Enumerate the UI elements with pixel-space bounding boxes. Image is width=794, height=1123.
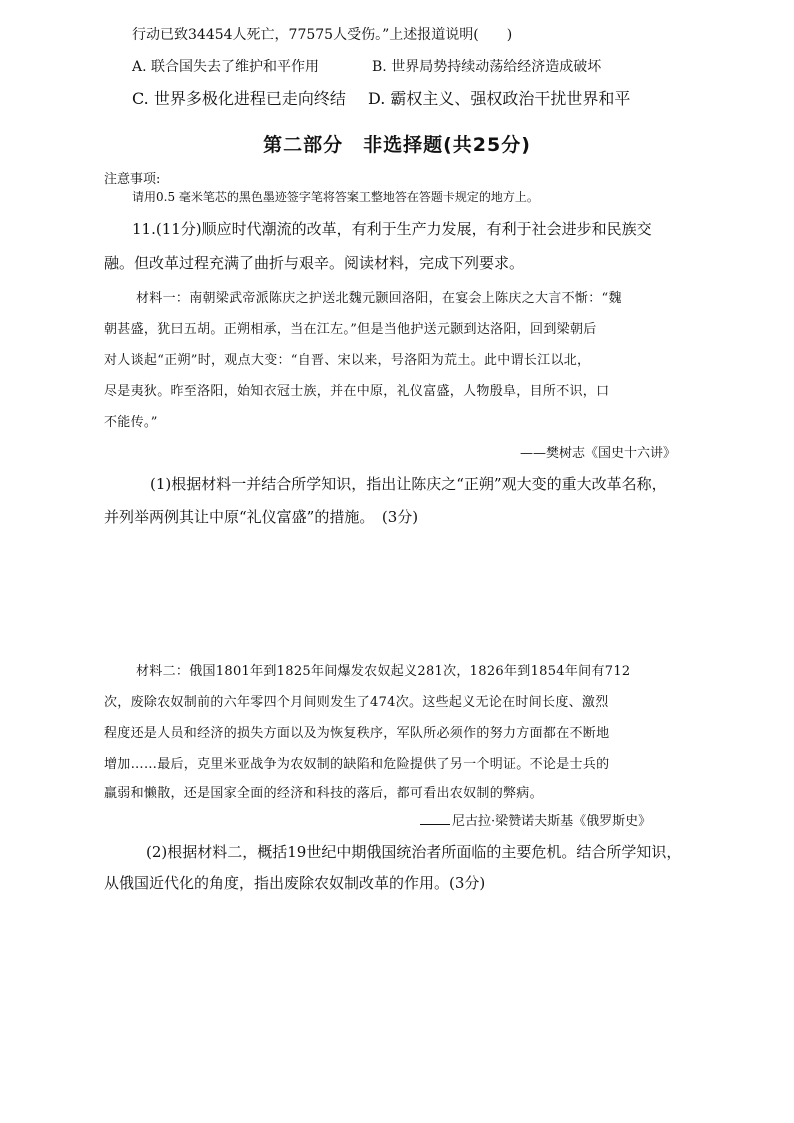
subquestion-1-line1: (1)根据材料一并结合所学知识，指出让陈庆之“正朔”观大变的重大改革名称， <box>150 475 667 493</box>
subquestion-1-line2: 并列举两例其让中原“礼仪富盛”的措施。 (3分) <box>104 508 419 526</box>
material1-line2: 朝甚盛，犹曰五胡。正朔相承，当在江左。”但是当他护送元颢到达洛阳，回到梁朝后 <box>104 322 597 337</box>
option-c: C. 世界多极化进程已走向终结 <box>132 89 346 108</box>
material1-line3: 对人谈起“正朔”时，观点大变：“自晋、宋以来，号洛阳为荒土。此中谓长江以北， <box>104 353 591 368</box>
material1-source: ——樊树志《国史十六讲》 <box>520 446 677 461</box>
question-stem-end: 行动已致34454人死亡，77575人受伤。”上述报道说明( ) <box>132 27 513 43</box>
option-a: A. 联合国失去了维护和平作用 <box>132 59 320 75</box>
material2-line4: 增加……最后，克里米亚战争为农奴制的缺陷和危险提供了另一个明证。不论是士兵的 <box>104 757 610 772</box>
material2-line5: 羸弱和懒散，还是国家全面的经济和科技的落后，都可看出农奴制的弊病。 <box>104 786 543 801</box>
q11-intro-line2: 融。但改革过程充满了曲折与艰辛。阅读材料，完成下列要求。 <box>104 254 525 272</box>
material2-source-row <box>420 810 651 829</box>
material2-line1: 材料二：俄国1801年到1825年间爆发农奴起义281次，1826年到1854年间有712 <box>136 664 631 679</box>
subquestion-2-line2: 从俄国近代化的角度，指出废除农奴制改革的作用。(3分) <box>104 874 486 892</box>
source-underline <box>420 812 450 825</box>
section-title: 第二部分 非选择题(共25分) <box>263 134 531 156</box>
material2-line2: 次，废除农奴制前的六年零四个月间则发生了474次。这些起义无论在时间长度、激烈 <box>104 695 609 710</box>
notice-label: 注意事项: <box>104 172 161 187</box>
notice-text: 请用0.5 毫米笔芯的黑色墨迹签字笔将答案工整地答在答题卡规定的地方上。 <box>132 190 539 204</box>
material1-line4: 尽是夷狄。昨至洛阳，始知衣冠士族，并在中原，礼仪富盛，人物殷阜，目所不识，口 <box>104 384 610 399</box>
material1-line5: 不能传。” <box>104 415 158 430</box>
option-b: B. 世界局势持续动荡给经济造成破坏 <box>372 59 602 75</box>
option-d: D. 霸权主义、强权政治干扰世界和平 <box>368 89 631 108</box>
subquestion-2-line1: (2)根据材料二，概括19世纪中期俄国统治者所面临的主要危机。结合所学知识， <box>146 843 682 861</box>
material2-source: 尼古拉·梁赞诺夫斯基《俄罗斯史》 <box>452 814 652 829</box>
material1-line1: 材料一：南朝梁武帝派陈庆之护送北魏元颢回洛阳，在宴会上陈庆之大言不惭：“魏 <box>136 291 622 306</box>
material2-line3: 程度还是人员和经济的损失方面以及为恢复秩序，军队所必须作的努力方面都在不断地 <box>104 726 610 741</box>
q11-intro-line1: 11.(11分)顺应时代潮流的改革，有利于生产力发展，有利于社会进步和民族交 <box>132 220 652 238</box>
